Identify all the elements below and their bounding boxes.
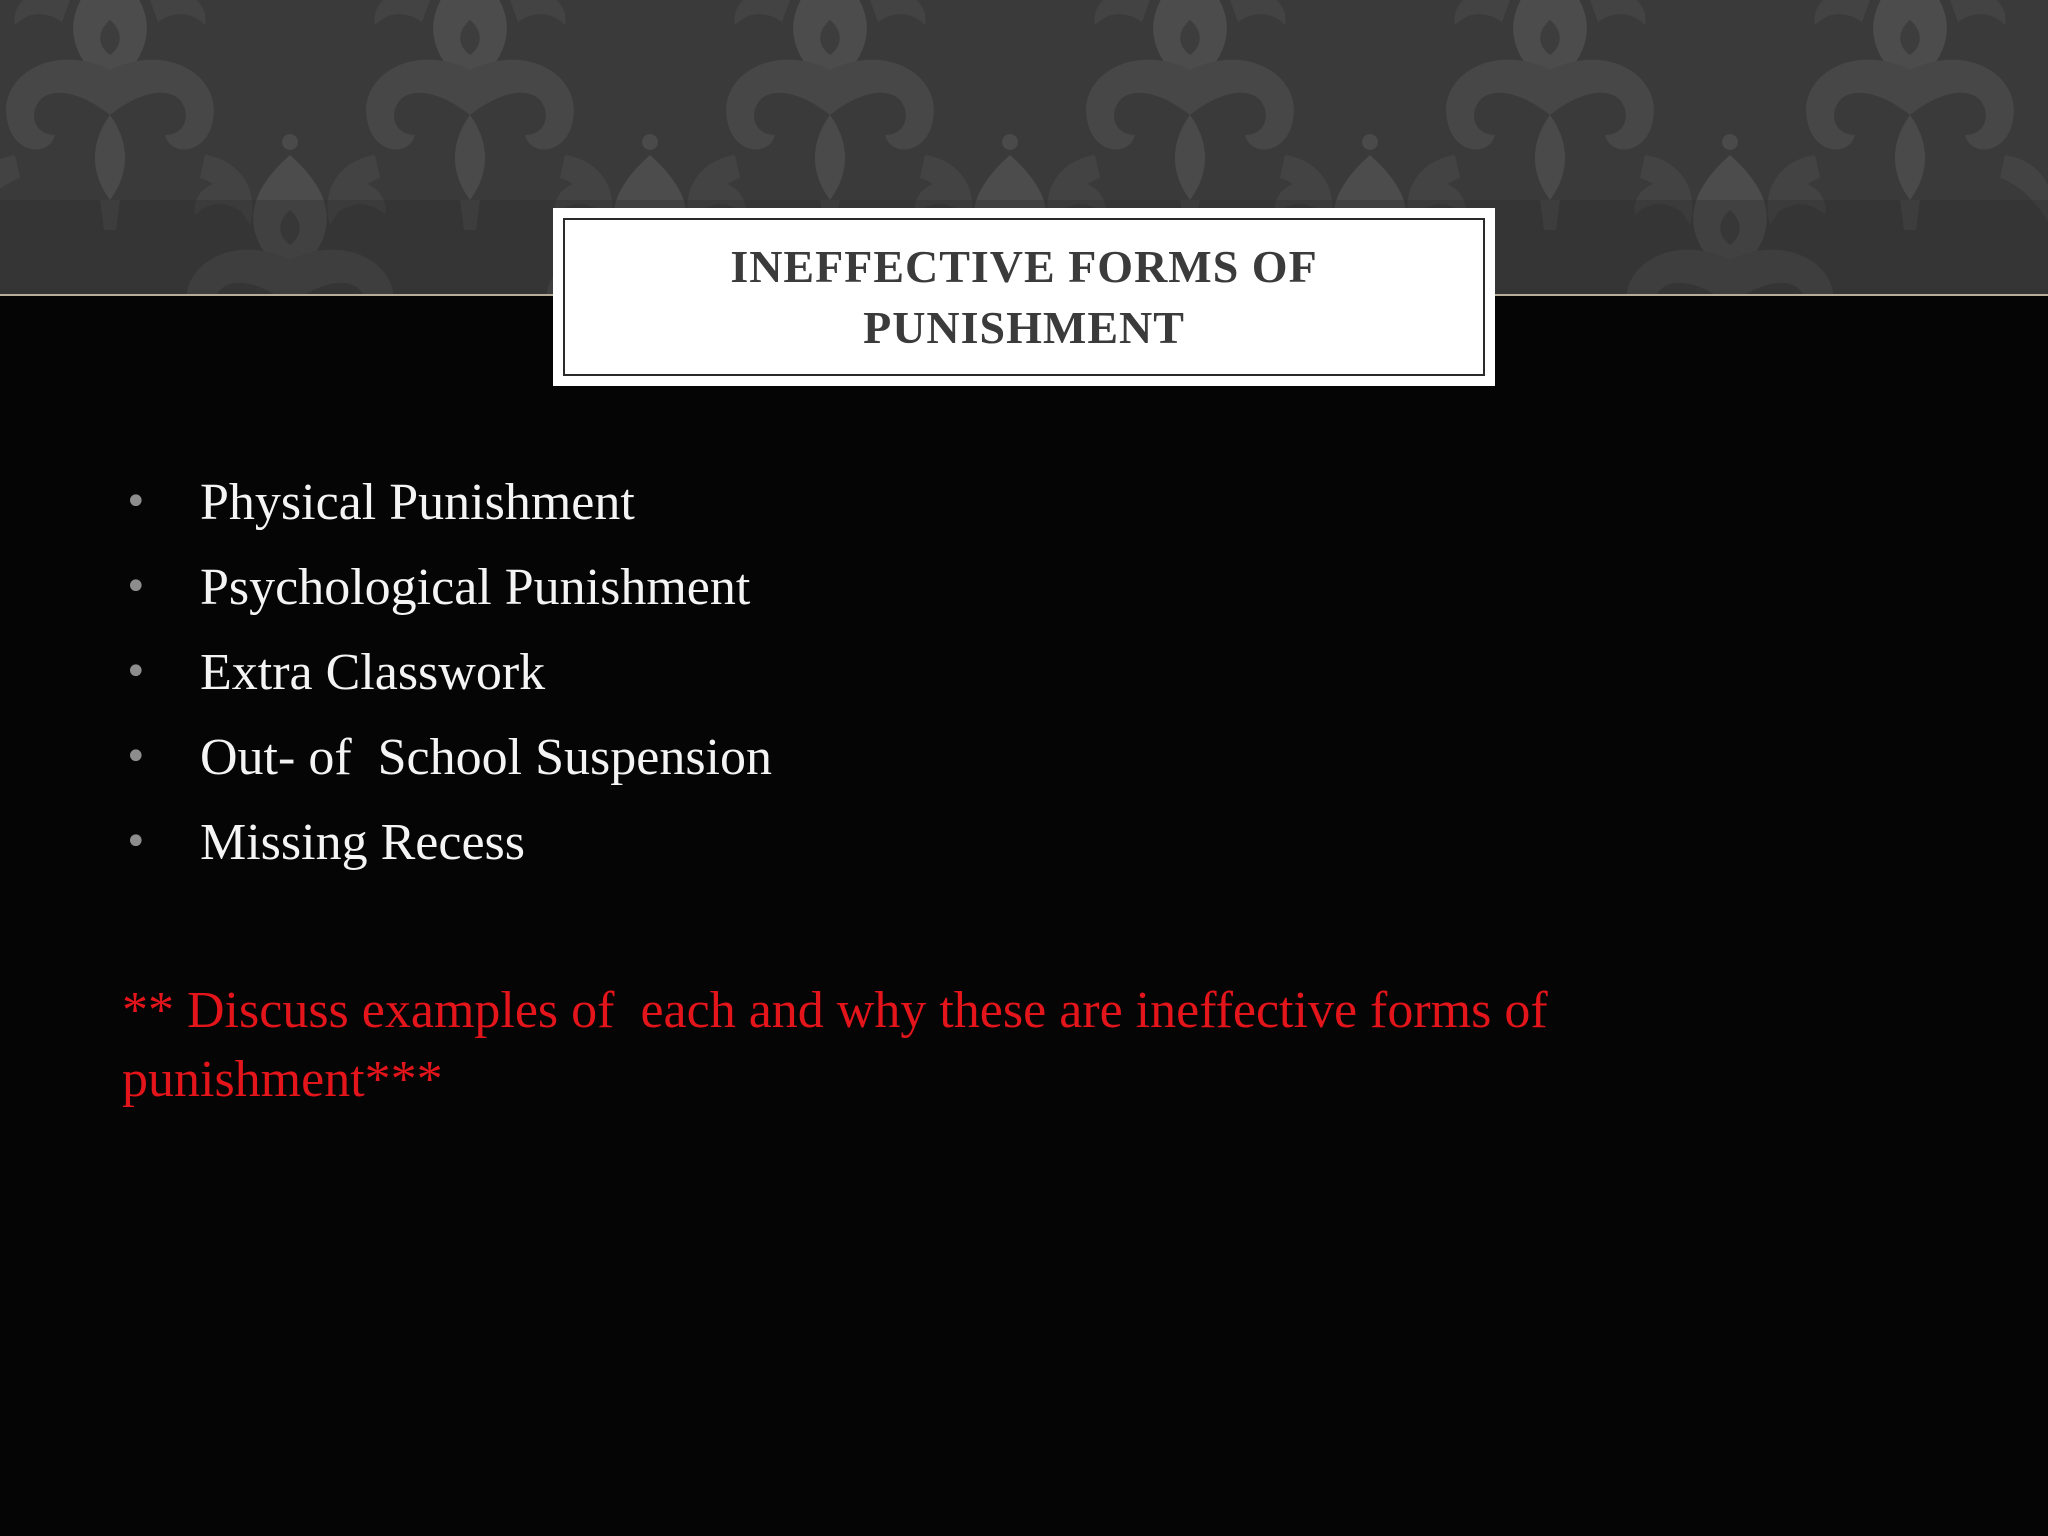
- bullet-text: Psychological Punishment: [200, 559, 751, 616]
- discussion-note: ** Discuss examples of each and why these are ineffective forms of punishment***: [122, 982, 1561, 1108]
- bullet-icon: •: [124, 564, 148, 610]
- bullet-text: Out- of School Suspension: [200, 729, 772, 786]
- slide-title: INEFFECTIVE FORMS OF PUNISHMENT: [730, 241, 1318, 353]
- bullet-text: Physical Punishment: [200, 474, 635, 531]
- bullet-text: Missing Recess: [200, 814, 525, 871]
- title-frame: [563, 218, 1485, 376]
- title-box: [555, 210, 1493, 384]
- bullet-icon: •: [124, 479, 148, 525]
- bullet-text: Extra Classwork: [200, 644, 546, 701]
- bullet-icon: •: [124, 734, 148, 780]
- bullet-icon: •: [124, 649, 148, 695]
- bullet-icon: •: [124, 819, 148, 865]
